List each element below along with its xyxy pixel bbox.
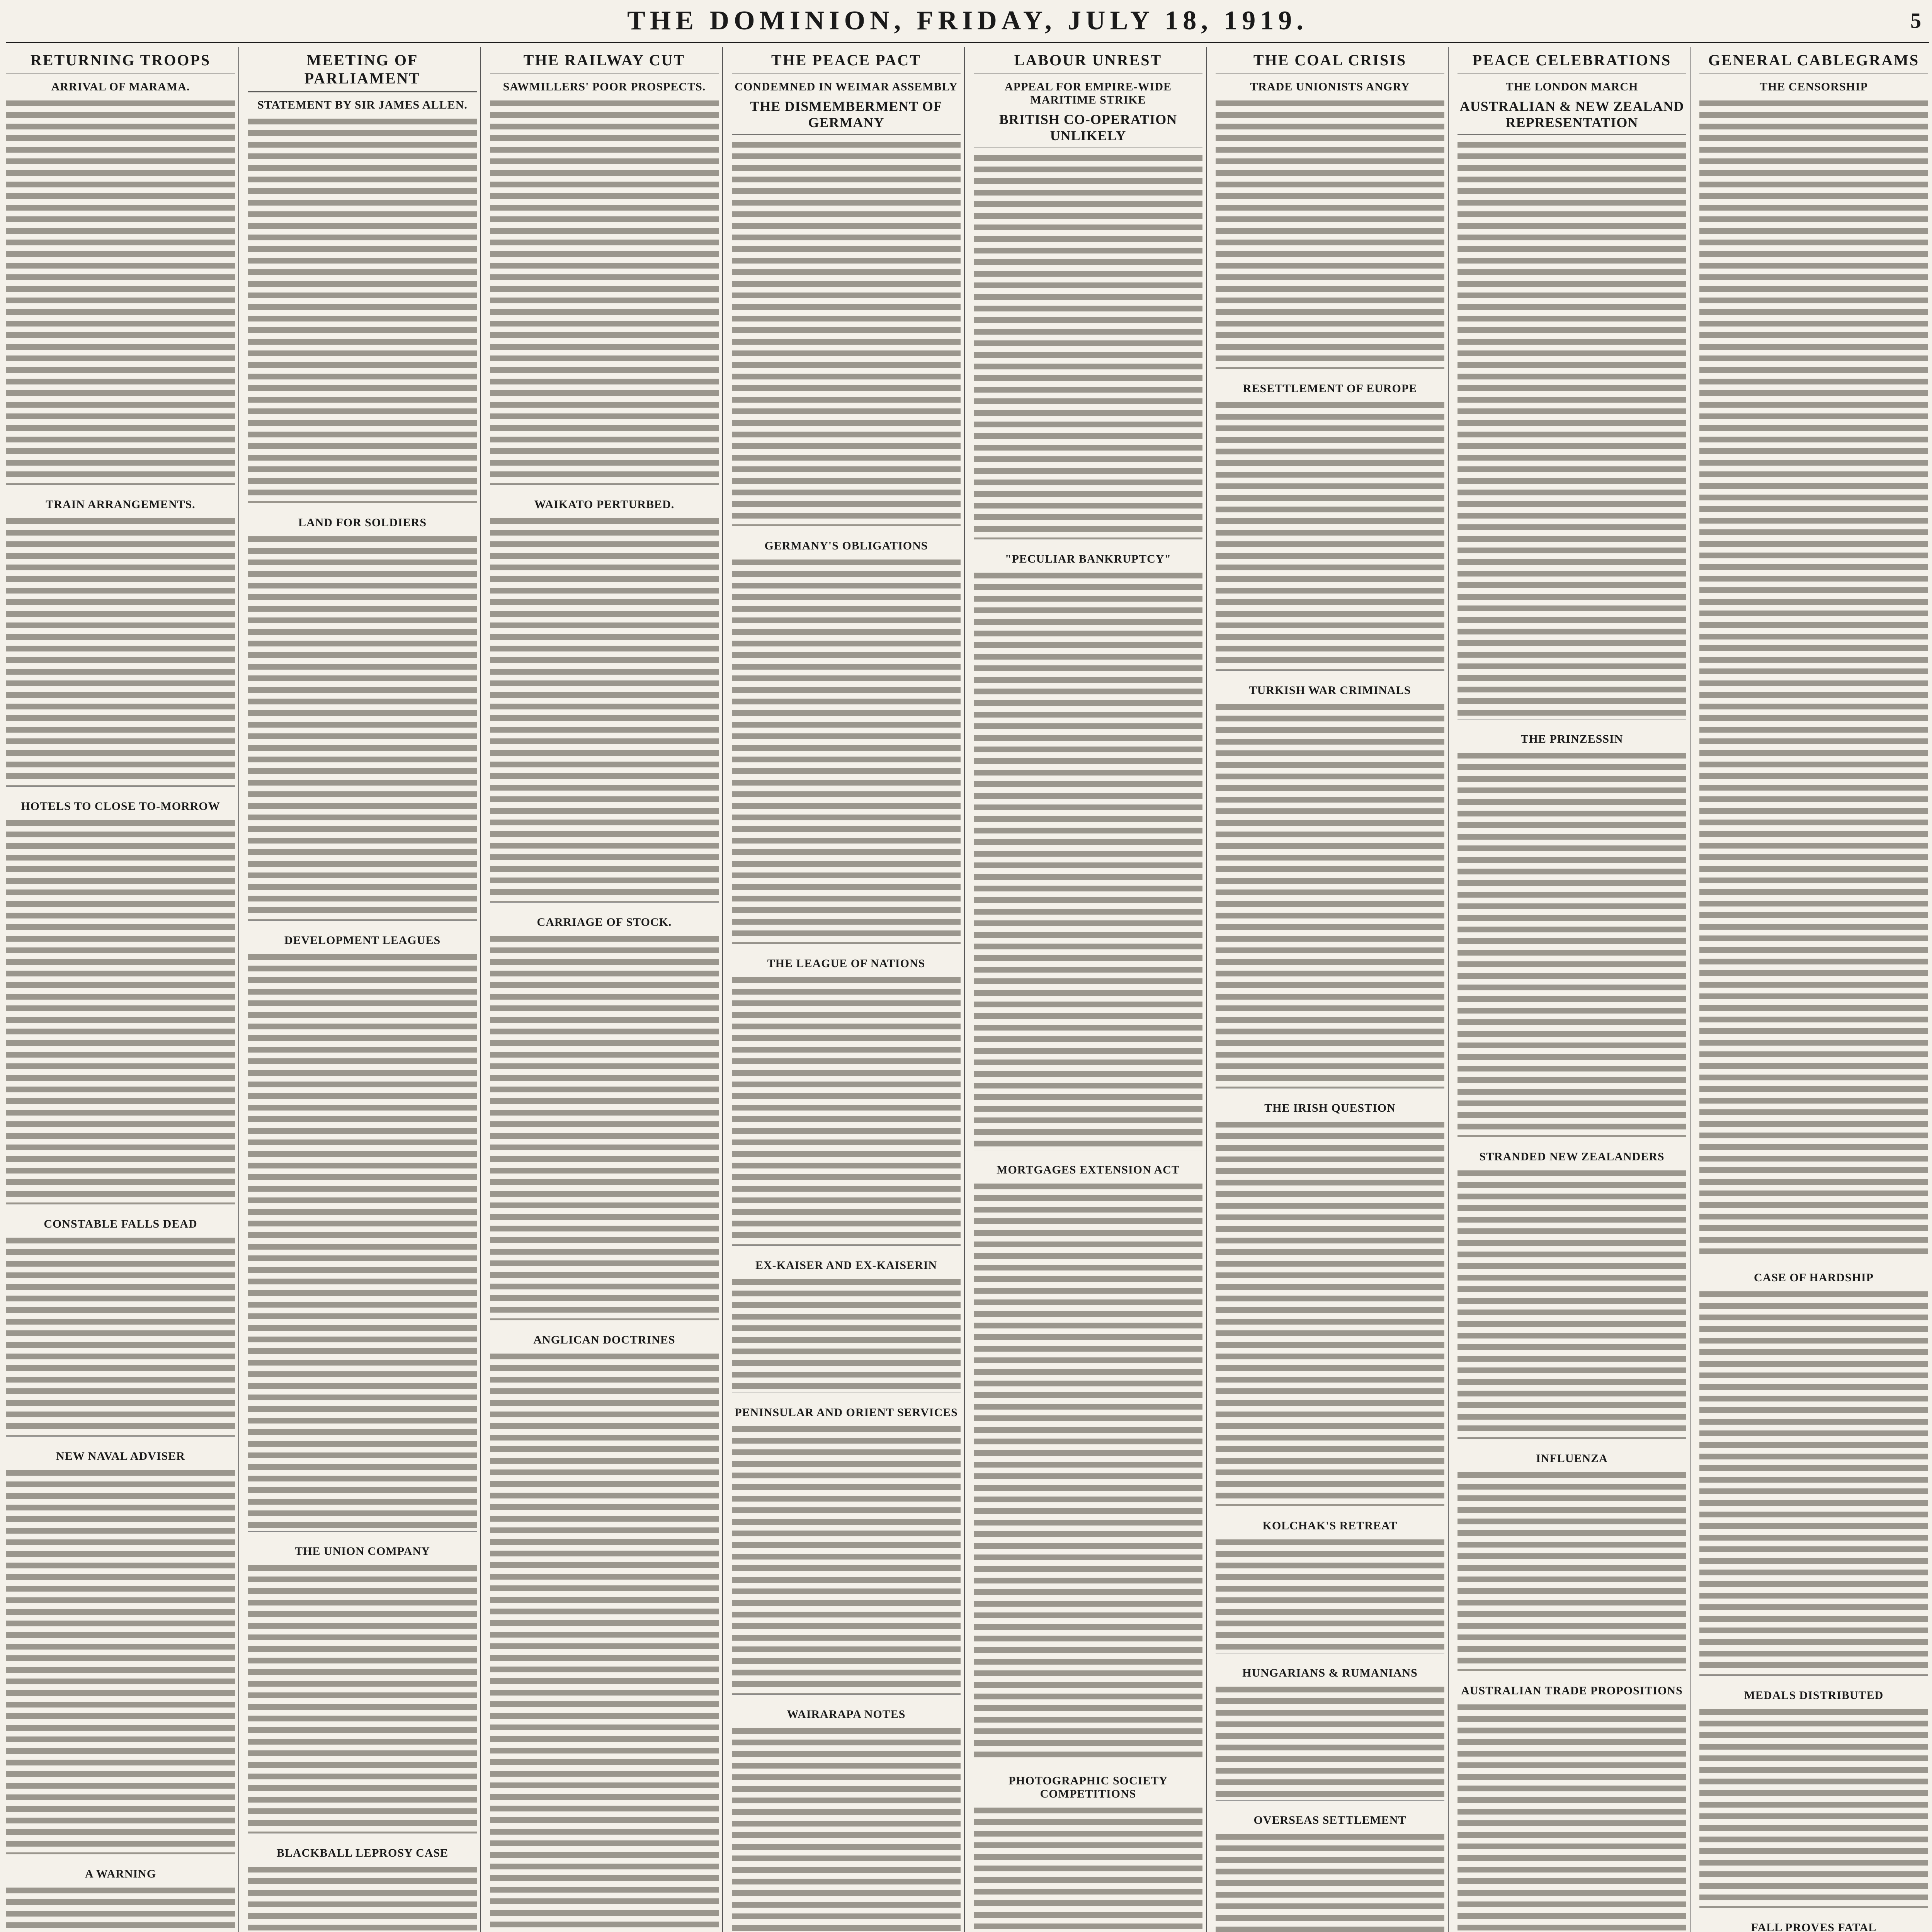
article-body [490, 934, 719, 1320]
story-headline: FALL PROVES FATAL [1751, 1921, 1877, 1932]
column-6 [1216, 47, 1444, 1932]
column-divider [238, 47, 239, 1932]
article-body [248, 1864, 477, 1932]
story [1458, 1452, 1686, 1671]
story [1216, 684, 1444, 1088]
article-body [1216, 1684, 1444, 1801]
article-body [1216, 400, 1444, 671]
article-body [732, 975, 961, 1246]
story-subheadline: BRITISH CO-OPERATION UNLIKELY [974, 111, 1202, 148]
article-body [1458, 1702, 1686, 1932]
article-body [1699, 678, 1928, 1258]
story-headline: PENINSULAR AND ORIENT SERVICES [735, 1406, 958, 1419]
story [732, 1708, 961, 1932]
article-body [248, 534, 477, 921]
story-headline: THE IRISH QUESTION [1264, 1102, 1396, 1114]
article-body [1458, 139, 1686, 719]
story-headline: PHOTOGRAPHIC SOCIETY COMPETITIONS [1008, 1774, 1168, 1800]
story-headline: DEVELOPMENT LEAGUES [284, 934, 441, 947]
story-headline: MORTGAGES EXTENSION ACT [997, 1163, 1180, 1176]
story [732, 539, 961, 944]
column-divider [480, 47, 481, 1932]
masthead-rule [6, 42, 1929, 43]
article-body [974, 153, 1202, 539]
masthead [6, 3, 1929, 42]
article-body [1458, 750, 1686, 1137]
story-headline: SAWMILLERS' POOR PROSPECTS. [503, 80, 706, 93]
story [1216, 80, 1444, 369]
story [1699, 1271, 1928, 1676]
story-headline: TRAIN ARRANGEMENTS. [46, 498, 196, 511]
story-headline: HUNGARIANS & RUMANIANS [1242, 1667, 1418, 1679]
column-heading: PEACE CELEBRATIONS [1458, 49, 1686, 74]
article-body [1699, 1707, 1928, 1908]
story [1458, 733, 1686, 1137]
column-2 [248, 47, 477, 1932]
story [248, 1545, 477, 1833]
story [1699, 80, 1928, 1258]
story-headline: STATEMENT BY SIR JAMES ALLEN. [257, 99, 468, 111]
story [490, 916, 719, 1320]
article-body [974, 1181, 1202, 1761]
story [6, 80, 235, 485]
story-subheadline: THE DISMEMBERMENT OF GERMANY [732, 98, 961, 135]
story [6, 800, 235, 1204]
story [248, 1847, 477, 1932]
column-heading: GENERAL CABLEGRAMS [1699, 49, 1928, 74]
story-headline: KOLCHAK'S RETREAT [1262, 1519, 1398, 1532]
story [1458, 1684, 1686, 1932]
article-body [974, 1805, 1202, 1932]
column-divider [722, 47, 723, 1932]
article-body [1216, 98, 1444, 369]
story [1216, 1814, 1444, 1932]
story-headline: ANGLICAN DOCTRINES [533, 1333, 675, 1346]
column-heading: LABOUR UNREST [974, 49, 1202, 74]
story-headline: WAIRARAPA NOTES [787, 1708, 906, 1721]
story-headline: STRANDED NEW ZEALANDERS [1479, 1150, 1665, 1163]
story [974, 80, 1202, 539]
story [1458, 1150, 1686, 1439]
story-headline: APPEAL FOR EMPIRE-WIDE MARITIME STRIKE [1004, 80, 1172, 106]
story-headline: CONDEMNED IN WEIMAR ASSEMBLY [735, 80, 958, 93]
article-body [732, 1277, 961, 1393]
story [6, 1218, 235, 1437]
story-headline: GERMANY'S OBLIGATIONS [764, 539, 928, 552]
column-heading: THE PEACE PACT [732, 49, 961, 74]
article-body [732, 1726, 961, 1932]
article-body [1216, 1537, 1444, 1653]
article-body [6, 1235, 235, 1437]
story [732, 957, 961, 1246]
story [1216, 1667, 1444, 1801]
story-headline: CARRIAGE OF STOCK. [537, 916, 672, 929]
story-headline: EX-KAISER AND EX-KAISERIN [755, 1259, 937, 1272]
story [1458, 80, 1686, 719]
story [490, 1333, 719, 1931]
story [6, 1450, 235, 1854]
article-body [490, 516, 719, 903]
story [732, 1259, 961, 1393]
article-body [974, 570, 1202, 1150]
story-headline: BLACKBALL LEPROSY CASE [276, 1847, 449, 1859]
story [732, 1406, 961, 1695]
story-headline: MEDALS DISTRIBUTED [1744, 1689, 1884, 1702]
story-headline: CONSTABLE FALLS DEAD [44, 1218, 197, 1230]
article-body [1216, 702, 1444, 1088]
story-headline: NEW NAVAL ADVISER [56, 1450, 185, 1463]
story-headline: THE LONDON MARCH [1505, 80, 1638, 93]
story-subheadline: AUSTRALIAN & NEW ZEALAND REPRESENTATION [1458, 98, 1686, 135]
page-number: 5 [1910, 9, 1921, 33]
masthead-title: THE DOMINION, FRIDAY, JULY 18, 1919. [627, 6, 1308, 36]
story-headline: THE LEAGUE OF NATIONS [767, 957, 925, 970]
story-headline: RESETTLEMENT OF EUROPE [1243, 382, 1417, 395]
article-body [490, 98, 719, 485]
column-3 [490, 47, 719, 1932]
article-body [1699, 1289, 1928, 1676]
story-headline: INFLUENZA [1536, 1452, 1608, 1465]
story-headline: "PECULIAR BANKRUPTCY" [1005, 553, 1172, 565]
article-body [1458, 1470, 1686, 1671]
article-body [6, 818, 235, 1204]
column-heading: RETURNING TROOPS [6, 49, 235, 74]
article-body [6, 1885, 235, 1932]
column-7 [1458, 47, 1686, 1932]
story [1699, 1689, 1928, 1908]
story [248, 99, 477, 503]
story-headline: AUSTRALIAN TRADE PROPOSITIONS [1461, 1684, 1683, 1697]
story [6, 1867, 235, 1932]
story-headline: HOTELS TO CLOSE TO-MORROW [21, 800, 220, 813]
column-divider [1206, 47, 1207, 1932]
article-body [6, 98, 235, 485]
column-divider [964, 47, 965, 1932]
story-headline: ARRIVAL OF MARAMA. [51, 80, 190, 93]
column-heading: MEETING OF PARLIAMENT [248, 49, 477, 92]
story [1216, 1519, 1444, 1653]
article-body [732, 557, 961, 944]
story [974, 1163, 1202, 1761]
article-body [1458, 1168, 1686, 1439]
article-body [6, 1468, 235, 1854]
story [732, 80, 961, 526]
article-body [248, 116, 477, 503]
article-body [490, 1351, 719, 1931]
article-body [1216, 1832, 1444, 1932]
story-headline: THE PRINZESSIN [1520, 733, 1623, 745]
article-body [6, 516, 235, 787]
column-5 [974, 47, 1202, 1932]
story [248, 516, 477, 921]
article-body [248, 1563, 477, 1833]
story-headline: A WARNING [85, 1867, 156, 1880]
story-headline: THE CENSORSHIP [1760, 80, 1868, 93]
story [490, 498, 719, 903]
story-headline: WAIKATO PERTURBED. [534, 498, 675, 511]
story [974, 1774, 1202, 1932]
column-divider [1448, 47, 1449, 1932]
column-4 [732, 47, 961, 1932]
story [6, 498, 235, 787]
column-8 [1699, 47, 1928, 1932]
article-body [1216, 1119, 1444, 1506]
story-headline: TURKISH WAR CRIMINALS [1249, 684, 1411, 697]
column-heading: THE RAILWAY CUT [490, 49, 719, 74]
story-headline: OVERSEAS SETTLEMENT [1253, 1814, 1406, 1827]
story [248, 934, 477, 1532]
article-body [732, 1424, 961, 1695]
story-headline: THE UNION COMPANY [295, 1545, 430, 1558]
story-headline: LAND FOR SOLDIERS [298, 516, 427, 529]
story [1216, 1102, 1444, 1506]
story-headline: TRADE UNIONISTS ANGRY [1250, 80, 1410, 93]
story-headline: CASE OF HARDSHIP [1754, 1271, 1874, 1284]
article-body [1699, 98, 1928, 678]
story [490, 80, 719, 485]
column-heading: THE COAL CRISIS [1216, 49, 1444, 74]
story [1699, 1921, 1928, 1932]
column-1 [6, 47, 235, 1932]
story [974, 553, 1202, 1150]
story [1216, 382, 1444, 671]
article-body [732, 139, 961, 526]
article-body [248, 952, 477, 1532]
